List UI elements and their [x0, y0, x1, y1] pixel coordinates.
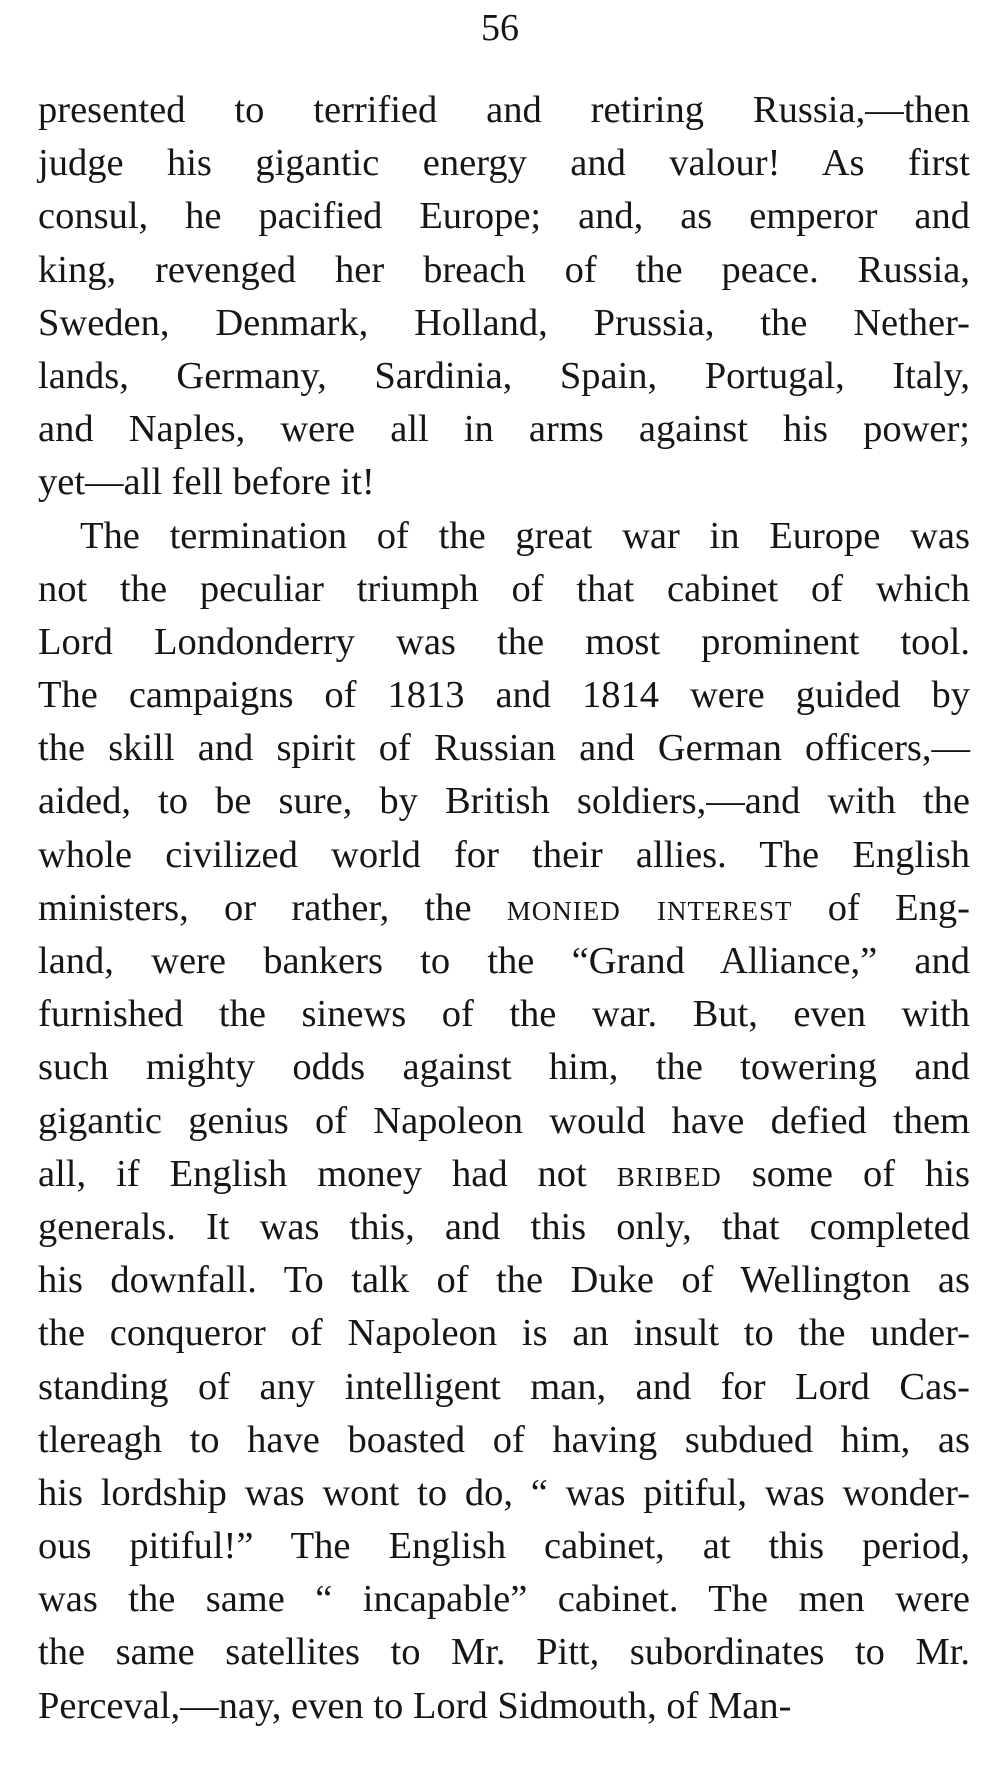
text-run: standing of any intelligent man, and for Lord Cas- [38, 1365, 970, 1408]
text-run: all, if English money had not [38, 1152, 617, 1195]
text-line [38, 297, 970, 350]
body-text [38, 84, 970, 1733]
small-caps-text: bribed [616, 1152, 722, 1195]
text-line [38, 988, 970, 1041]
text-run: his lordship was wont to do, “ was pitiful, was wonder- [38, 1471, 970, 1514]
text-run: land, were bankers to the “Grand Alliance,” and [38, 940, 970, 982]
text-line [38, 1520, 970, 1573]
text-run: whole civilized world for their allies. The English [38, 833, 970, 876]
text-run: The campaigns of 1813 and 1814 were guided by [38, 674, 970, 717]
text-run: ministers, or rather, the [38, 886, 507, 929]
text-run: the skill and spirit of Russian and German officers,— [38, 727, 970, 770]
paragraph [38, 510, 970, 1733]
text-line [38, 563, 970, 616]
text-line [38, 1307, 970, 1360]
text-line [38, 1680, 970, 1733]
text-line [38, 722, 970, 775]
text-run: king, revenged her breach of the peace. Russia, [38, 248, 970, 291]
text-line [38, 84, 970, 137]
text-line [38, 1361, 970, 1414]
small-caps-text: monied interest [506, 886, 793, 929]
text-line [38, 1626, 970, 1679]
paragraph [38, 84, 970, 510]
text-run: was the same “ incapable” cabinet. The men were [38, 1578, 970, 1621]
text-run: some of his [721, 1152, 970, 1195]
text-run: lands, Germany, Sardinia, Spain, Portugal, Italy, [38, 354, 970, 397]
text-line [38, 616, 970, 669]
text-line [38, 1041, 970, 1094]
text-run: furnished the sinews of the war. But, even with [38, 993, 970, 1036]
text-line [38, 137, 970, 190]
text-line [38, 1148, 970, 1201]
text-run: tlereagh to have boasted of having subdued him, as [38, 1418, 970, 1461]
text-line [38, 935, 970, 988]
text-line [38, 1467, 970, 1520]
text-run: Sweden, Denmark, Holland, Prussia, the Nether- [38, 301, 970, 344]
text-line [38, 456, 970, 509]
text-run: The termination of the great war in Europe was [80, 514, 970, 557]
page-number: 56 [481, 7, 519, 49]
text-run: of Eng- [792, 886, 970, 929]
text-line [38, 882, 970, 935]
text-line [38, 350, 970, 403]
text-line [38, 1573, 970, 1626]
text-run: gigantic genius of Napoleon would have defied them [38, 1099, 970, 1142]
text-run: his downfall. To talk of the Duke of Wellington as [38, 1259, 970, 1302]
text-run: and Naples, were all in arms against his power; [38, 408, 970, 451]
text-run: Lord Londonderry was the most prominent tool. [38, 620, 970, 663]
text-line [38, 1095, 970, 1148]
text-run: Perceval,—nay, even to Lord Sidmouth, of Man- [38, 1684, 792, 1727]
text-run: generals. It was this, and this only, that completed [38, 1205, 970, 1248]
text-run: the conqueror of Napoleon is an insult to the under- [38, 1312, 970, 1355]
text-line [38, 510, 970, 563]
text-line [38, 829, 970, 882]
text-line [38, 244, 970, 297]
text-run: presented to terrified and retiring Russia,—then [38, 89, 970, 131]
text-line [38, 403, 970, 456]
text-run: not the peculiar triumph of that cabinet of which [38, 567, 970, 610]
text-run: judge his gigantic energy and valour! As first [38, 142, 970, 185]
text-run: yet—all fell before it! [38, 461, 375, 504]
text-line [38, 775, 970, 828]
text-run: aided, to be sure, by British soldiers,—and with the [38, 780, 970, 823]
text-line [38, 190, 970, 243]
text-line [38, 1201, 970, 1254]
text-run: consul, he pacified Europe; and, as emperor and [38, 195, 970, 238]
text-run: ous pitiful!” The English cabinet, at this period, [38, 1525, 970, 1568]
text-line [38, 1414, 970, 1467]
text-run: the same satellites to Mr. Pitt, subordinates to Mr. [38, 1631, 970, 1674]
text-run: such mighty odds against him, the towering and [38, 1046, 970, 1089]
text-line [38, 1254, 970, 1307]
text-line [38, 669, 970, 722]
